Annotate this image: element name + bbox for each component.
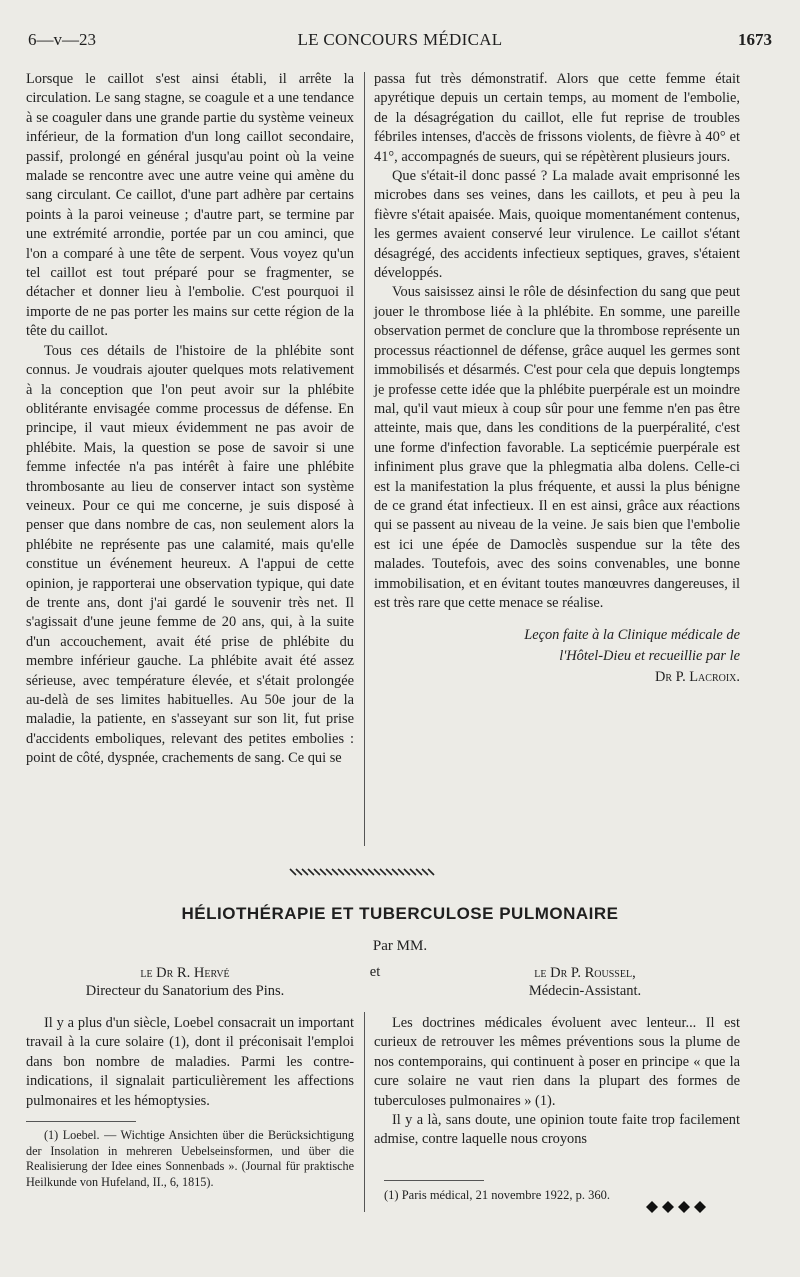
lecture-signature — [374, 625, 740, 688]
diamond-ornament-icon — [644, 1200, 708, 1214]
signature-line: Leçon faite à la Clinique médicale de — [524, 627, 740, 644]
footnote: (1) Paris médical, 21 novembre 1922, p. 360. — [384, 1188, 610, 1202]
page-number: 1673 — [738, 30, 772, 49]
article-paragraph: Les doctrines médicales évoluent avec lenteur... Il est curieux de retrouver les mêmes préventions sous la plume de nos contemporains, qui continuent à poser en principe « que la cure solaire ne vaut rien dans la plupart des formes de tuberculoses pulmonaires » (1). — [374, 1015, 740, 1109]
author-1 — [60, 964, 310, 1000]
author-2 — [460, 964, 710, 1000]
signature-author: Dr P. Lacroix. — [655, 669, 740, 686]
author-1-role: Directeur du Sanatorium des Pins. — [85, 983, 285, 999]
article-paragraph: Il y a là, sans doute, une opinion toute faite trop facilement admise, contre laquelle nous croyons — [374, 1112, 740, 1148]
lecture-right-column — [374, 70, 740, 688]
journal-title: LE CONCOURS MÉDICAL — [297, 30, 503, 49]
footnote-rule — [384, 1180, 484, 1181]
article-left-column — [26, 1014, 354, 1190]
footnote: (1) Loebel. — Wichtige Ansichten über die Berücksichtigung der Insolation in mehreren Uebelseinsformen, und über die Realisierung der Idee eines Sonnenbads ». (Journal für praktische Heilkunde von Hufeland, II., 6, 1815). — [26, 1128, 354, 1189]
footnote-rule — [26, 1121, 136, 1122]
article-right-column — [374, 1014, 740, 1150]
lecture-left-column — [26, 70, 354, 769]
author-2-name: le Dr P. Roussel, — [534, 965, 636, 981]
lecture-paragraph: Que s'était-il donc passé ? La malade avait emprisonné les microbes dans ses veines, dans les caillots, et peu à peu la fièvre s'était apaisée. Mais, quoique momentanément contenus, les germes avaient conservé leur virulence. Le caillot s'étant désagrégé, des accidents infectieux septiques, graves, s'étaient développés. — [374, 168, 740, 282]
issue-date: 6—v—23 — [28, 30, 96, 49]
lecture-paragraph: passa fut très démonstratif. Alors que cette femme était apyrétique depuis un certain temps, au moment de l'embolie, de la désagrégation du caillot, elle fut reprise de troubles fébriles intenses, d'accès de frissons violents, de fièvre à 40° et 41°, accompagnés de sueurs, qui se répètèrent plusieurs jours. — [374, 71, 740, 165]
page-header — [28, 30, 772, 54]
article-title: HÉLIOTHÉRAPIE ET TUBERCULOSE PULMONAIRE — [181, 904, 619, 923]
author-conjunction: et — [369, 964, 381, 980]
article-paragraph: Il y a plus d'un siècle, Loebel consacrait un important travail à la cure solaire (1), dont il préconisait l'emploi dans bon nombre de maladies. Parmi les contre-indications, il signalait particulièrement les affections pulmonaires et les hémoptysies. — [26, 1015, 354, 1109]
column-divider — [364, 72, 365, 846]
column-divider — [364, 1012, 365, 1212]
article-byline: Par MM. — [372, 938, 428, 954]
section-ornament-icon — [288, 868, 440, 876]
signature-line: l'Hôtel-Dieu et recueillie par le — [559, 648, 740, 665]
lecture-paragraph: Tous ces détails de l'histoire de la phlébite sont connus. Je voudrais ajouter quelques mots relativement à la conception que l'on peut avoir sur la phlébite oblitérante envisagée comme processus de défense. En principe, il vaut mieux évidemment ne pas avoir de phlébite. Mais, la question se pose de savoir si une femme infectée n'a pas intérêt à faire une phlébite thrombosante au lieu de conserver intact son système veineux. Pour ce qui me concerne, je suis disposé à penser que dans nombre de cas, non seulement alors la phlébite ne représente pas une calamité, mais qu'elle constitue un événement heureux. A l'appui de cette opinion, je rapporterai une observation typique, qui date de trente ans, dont j'ai gardé le souvenir très net. Il s'agissait d'une jeune femme de 20 ans, qui, à la suite d'un accouchement, avait été prise de phlébite du membre inférieur gauche. La phlébite avait été assez sérieuse, avec température élevée, et s'était prolongée au-delà de ses limites habituelles. Au 50e jour de la maladie, la patiente, en s'asseyant sur son lit, fut prise d'accidents emboliques, relevant des petites embolies : point de côté, dyspnée, crachements de sang. Ce qui se — [26, 342, 354, 767]
lecture-paragraph: Lorsque le caillot s'est ainsi établi, il arrête la circulation. Le sang stagne, se coagule et a une tendance à se coaguler dans une grande partie du système veineux inférieur, de la formation d'un long caillot secondaire, passif, prolongé en général jusqu'au point où la veine malade se rencontre avec une autre veine qui amène du sang circulant. Ce caillot, d'une part adhère par certains points à la paroi veineuse ; d'autre part, se termine par une extrémité arrondie, portée par un cou aminci, que l'on a comparé à une tête de serpent. Vous voyez qu'un tel caillot est tout préparé pour se fragmenter, se détacher et donner lieu à l'embolie. C'est pourquoi il importe de ne pas porter les mains sur cette région de la tête du caillot. — [26, 71, 354, 340]
author-1-name: le Dr R. Hervé — [140, 965, 230, 981]
author-2-role: Médecin-Assistant. — [528, 983, 642, 999]
lecture-paragraph: Vous saisissez ainsi le rôle de désinfection du sang que peut jouer le thrombose liée à la phlébite. En somme, une pareille observation permet de conclure que la thrombose représente un processus réactionnel de défense, grâce auquel les germes sont immobilisés et désarmés. C'est pour cela que depuis longtemps je professe cette idée que la phlébite puerpérale est un moindre mal, qu'il vaut mieux à coup sûr pour une femme n'en pas être atteinte, mais que, dans les conditions de la puerpéralité, c'est une forme d'infection favorable. La septicémie puerpérale est infiniment plus grave que la phlegmatia alba dolens. Celle-ci est la manifestation la plus fréquente, et aussi la plus bénigne de ce grand état infectieux. Il en est ainsi, grâce aux réactions qui se passent au niveau de la veine. Je sais bien que l'embolie est ici une épée de Damoclès suspendue sur la tête des malades. Toutefois, avec des soins convenables, une bonne immobilisation, et en évitant toutes manœuvres dangereuses, il est très rare que cette menace se réalise. — [374, 284, 740, 611]
